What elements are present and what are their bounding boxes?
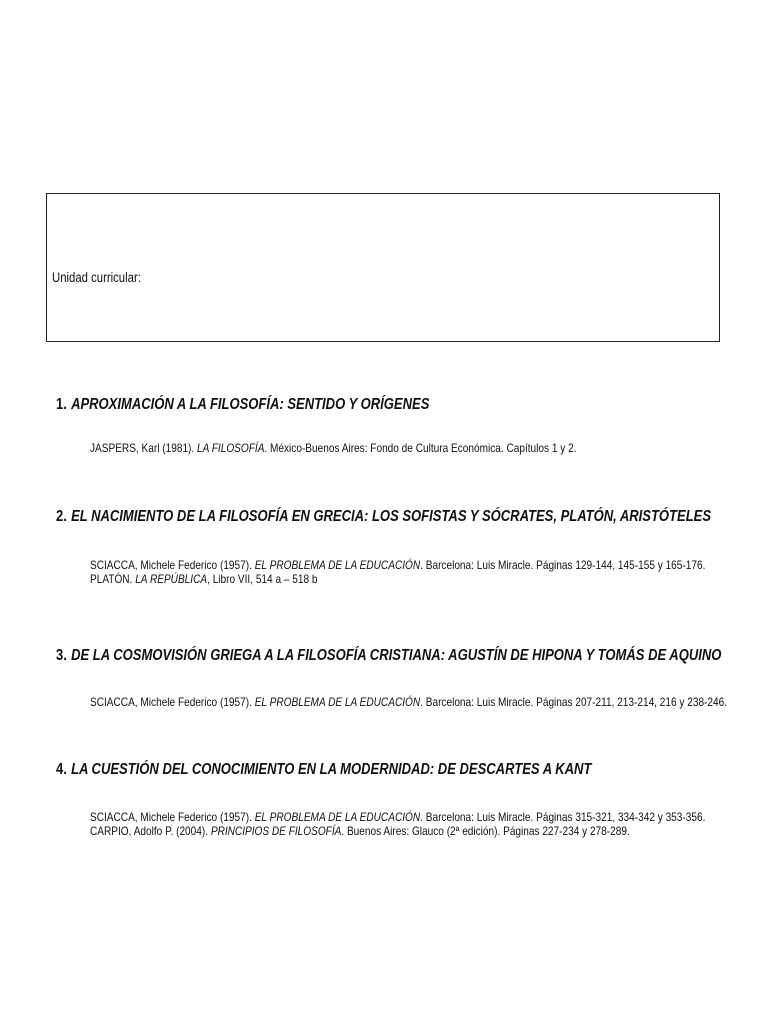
section-2 (56, 507, 756, 586)
reference-author: SCIACCA, Michele Federico (1957). (90, 810, 255, 824)
section-heading: LA CUESTIÓN DEL CONOCIMIENTO EN LA MODERNIDAD: DE DESCARTES A KANT (71, 761, 592, 778)
reference-list (90, 441, 756, 455)
reference-author: JASPERS, Karl (1981). (90, 441, 198, 455)
section-number: 1. (56, 396, 67, 413)
reference-item (90, 810, 706, 824)
reference-item (90, 441, 649, 455)
section-4 (56, 760, 756, 838)
section-number: 4. (56, 761, 67, 778)
section-heading: DE LA COSMOVISIÓN GRIEGA A LA FILOSOFÍA CRISTIANA: AGUSTÍN DE HIPONA Y TOMÁS DE AQUINO (71, 647, 722, 664)
section-title (56, 507, 712, 527)
reference-list (90, 558, 756, 586)
section-title (56, 395, 644, 415)
reference-work: LA FILOSOFÍA (197, 441, 265, 455)
reference-work: LA REPÚBLICA (135, 572, 208, 586)
section-heading: APROXIMACIÓN A LA FILOSOFÍA: SENTIDO Y ORÍGENES (71, 396, 430, 413)
reference-work: EL PROBLEMA DE LA EDUCACIÓN (254, 558, 421, 572)
reference-author: PLATÓN. (90, 572, 136, 586)
reference-details: . Buenos Aires: Glauco (2ª edición). Páginas 227-234 y 278-289. (341, 824, 630, 838)
reference-author: SCIACCA, Michele Federico (1957). (90, 558, 255, 572)
section-title (56, 646, 722, 666)
reference-list (90, 810, 756, 838)
reference-details: . Barcelona: Luis Miracle. Páginas 129-144, 145-155 y 165-176. (420, 558, 706, 572)
reference-work: EL PROBLEMA DE LA EDUCACIÓN (254, 810, 421, 824)
section-number: 3. (56, 647, 67, 664)
section-3 (56, 646, 756, 709)
section-number: 2. (56, 508, 67, 525)
reference-author: CARPIO, Adolfo P. (2004). (90, 824, 211, 838)
reference-details: , Libro VII, 514 a – 518 b (207, 572, 318, 586)
reference-work: PRINCIPIOS DE FILOSOFÍA (210, 824, 342, 838)
section-1 (56, 395, 756, 455)
reference-details: . Barcelona: Luis Miracle. Páginas 207-211, 213-214, 216 y 238-246. (420, 695, 728, 709)
reference-item (90, 558, 706, 572)
curricular-unit-label: Unidad curricular: (52, 270, 141, 285)
reference-author: SCIACCA, Michele Federico (1957). (90, 695, 255, 709)
reference-item (90, 824, 649, 838)
reference-item (90, 572, 649, 586)
reference-work: EL PROBLEMA DE LA EDUCACIÓN (254, 695, 421, 709)
reference-item (90, 695, 728, 709)
section-heading: EL NACIMIENTO DE LA FILOSOFÍA EN GRECIA: LOS SOFISTAS Y SÓCRATES, PLATÓN, ARISTÓTELES (71, 508, 712, 525)
reference-details: . México-Buenos Aires: Fondo de Cultura Económica. Capítulos 1 y 2. (264, 441, 577, 455)
reference-details: . Barcelona: Luis Miracle. Páginas 315-321, 334-342 y 353-356. (420, 810, 706, 824)
curricular-unit-box (46, 193, 720, 342)
section-title (56, 760, 644, 780)
reference-list (90, 695, 756, 709)
